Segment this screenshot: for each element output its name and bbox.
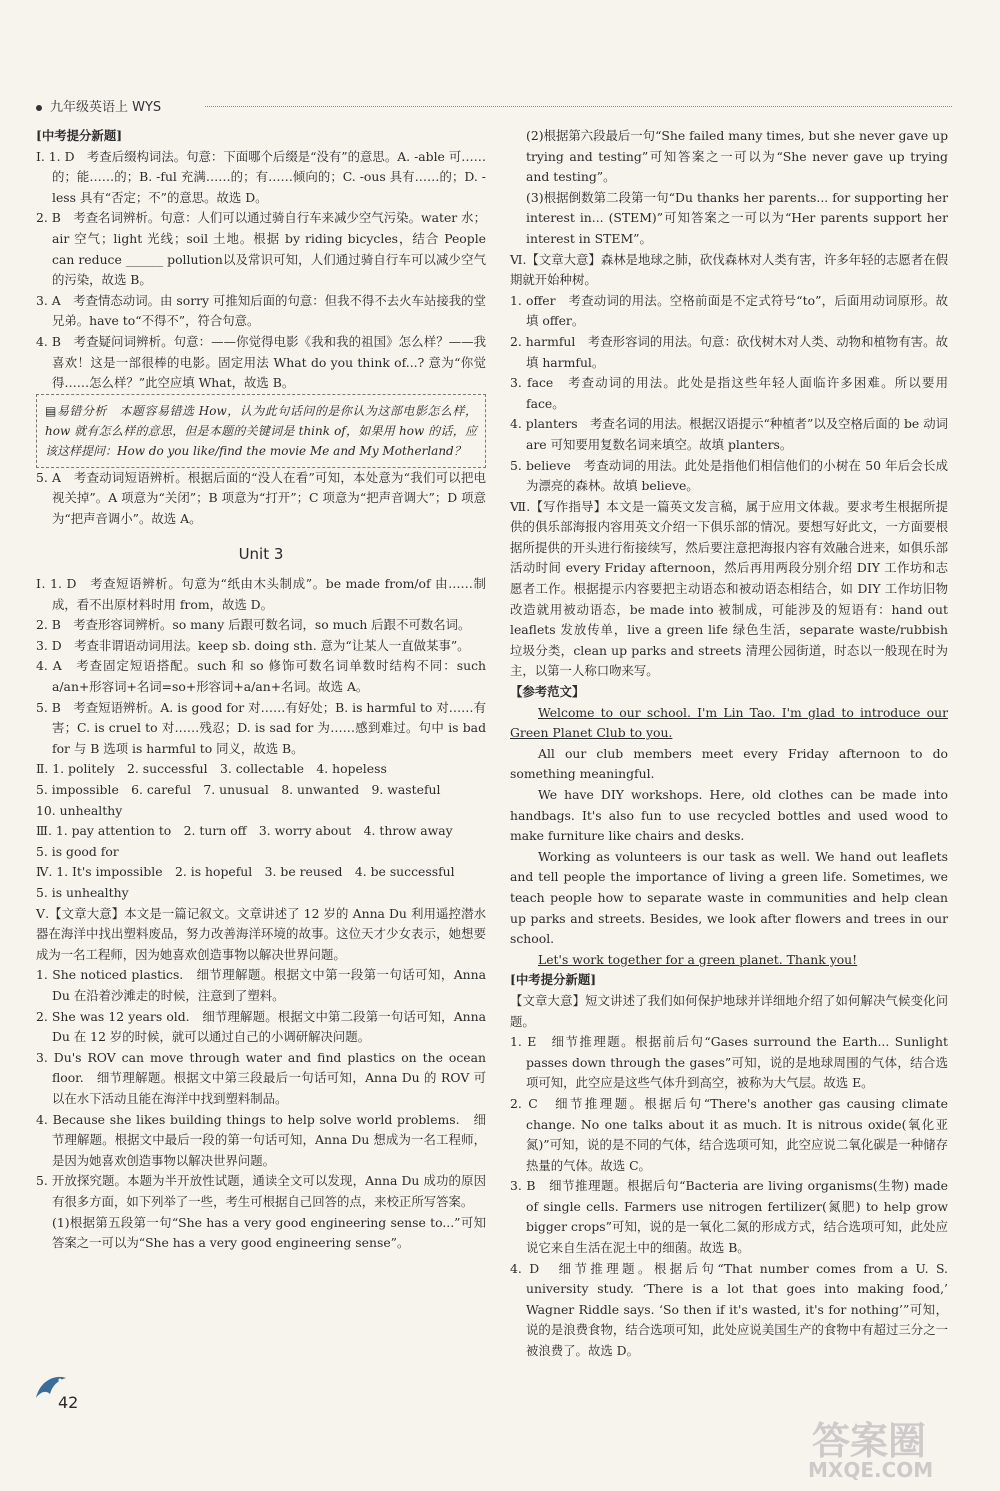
answer-paragraph: Ⅰ. 1. D 考查后缀构词法。句意：下面哪个后缀是“没有”的意思。A. -able 可……的；能……的；B. -ful 充满……的；有……倾向的；C. -ous 具有……的；D. -less 具有“否定；不”的意思。故选 D。 <box>36 148 486 205</box>
answer-paragraph: Let's work together for a green planet. Thank you! <box>538 951 858 967</box>
bullet-icon <box>36 105 42 111</box>
section-heading: [中考提分新题] <box>510 972 597 988</box>
answer-paragraph: 2. harmful 考查形容词的用法。句意：砍伐树木对人类、动物和植物有害。故填 harmful。 <box>510 333 948 370</box>
answer-paragraph: Ⅱ. 1. politely 2. successful 3. collectable 4. hopeless <box>36 761 387 777</box>
answer-paragraph: Ⅴ.【文章大意】本文是一篇记叙文。文章讲述了 12 岁的 Anna Du 利用遥控潜水器在海洋中找出塑料废品，努力改善海洋环境的故事。这位天才少女表示，她想要成为一名工程师，因为她喜欢创造事物以解决世界问题。 <box>36 905 486 962</box>
answer-paragraph: 4. Because she likes building things to help solve world problems. 细节理解题。根据文中最后一段的第一句话可知，Anna Du 想成为一名工程师，是因为她喜欢创造事物以解决世界问题。 <box>36 1111 486 1168</box>
answer-paragraph: 5. A 考查动词短语辨析。根据后面的“没人在看”可知，本处意为“我们可以把电视关掉”。A 项意为“关闭”；B 项意为“打开”；C 项意为“把声音调大”；D 项意为“把声音调小”。故选 A。 <box>36 469 486 526</box>
left-column <box>36 126 486 1254</box>
answer-paragraph: (1)根据第五段第一句“She has a very good engineering sense to...”可知答案之一可以为“She has a very good engineering sense”。 <box>52 1214 486 1251</box>
header-title <box>36 96 161 115</box>
answer-paragraph: 【文章大意】短文讲述了我们如何保护地球并详细地介绍了如何解决气候变化问题。 <box>510 992 948 1029</box>
answer-paragraph: 1. E 细节推理题。根据前后句“Gases surround the Earth... Sunlight passes down through the gases”可知，说的是地球周围的气体，结合选项可知，此空应是这些气体升到高空，被称为大气层。故选 E。 <box>510 1034 948 1091</box>
page-number: 42 <box>58 1393 79 1412</box>
watermark-logo: 答案圈 <box>812 1419 927 1463</box>
error-analysis-note: ▤易错分析 本题容易错选 How，认为此句话问的是你认为这部电影怎么样，how 就有怎么样的意思，但是本题的关键词是 think of，如果用 how 的话，应该这样提问：How do you like/find the movie Me and My Motherland？ <box>36 394 486 468</box>
answer-paragraph: 4. B 考查疑问词辨析。句意：——你觉得电影《我和我的祖国》怎么样？——我喜欢！这是一部很棒的电影。固定用法 What do you think of...? 意为“你觉得……怎么样？”此空应填 What，故选 B。 <box>36 333 486 391</box>
answer-paragraph: Ⅳ. 1. It's impossible 2. is hopeful 3. be reused 4. be successful <box>36 864 455 880</box>
section-heading: 【参考范文】 <box>510 684 585 700</box>
answer-paragraph: 3. Du's ROV can move through water and find plastics on the ocean floor. 细节理解题。根据文中第三段最后一句话可知，Anna Du 的 ROV 可以在水下活动且能在海洋中找到塑料制品。 <box>36 1049 486 1106</box>
answer-paragraph: 1. offer 考查动词的用法。空格前面是不定式符号“to”，后面用动词原形。故填 offer。 <box>510 292 948 329</box>
answer-paragraph: All our club members meet every Friday afternoon to do something meaningful. <box>510 745 948 782</box>
answer-paragraph: 3. face 考查动词的用法。此处是指这些年轻人面临许多困难。所以要用 face。 <box>510 375 948 411</box>
answer-paragraph: Working as volunteers is our task as well. We hand out leaflets and tell people the importance of living a green life. Sometimes, we teach people how to separate waste in communities and help clean up parks and streets. Besides, we look after flowers and trees in our school. <box>510 848 948 947</box>
answer-paragraph: We have DIY workshops. Here, old clothes can be made into handbags. It's also fun to use recycled bottles and used wood to make furniture like chairs and desks. <box>510 787 948 844</box>
answer-paragraph: Ⅶ.【写作指导】本文是一篇英文发言稿，属于应用文体裁。要求考生根据所提供的俱乐部海报内容用英文介绍一下俱乐部的情况。要想写好此文，一方面要根据所提供的开头进行衔接续写，然后要注意把海报内容有效融合进来，如俱乐部活动时间 every Friday afternoon，然后再用两段分别介绍 DIY 工作坊和志愿者工作。根据提示内容要把主动语态和被动语态相结合，如 DIY 工作坊旧物改造就用被动语态，be made into 被制成，可能涉及的短语有：hand out leaflets 发放传单，live a green life 绿色生活，separate waste/rubbish 垃圾分类，clean up parks and streets 清理公园街道，时态以一般现在时为主，以第一人称口吻来写。 <box>510 498 948 679</box>
watermark-url: MXQE.COM <box>808 1458 934 1482</box>
answer-paragraph: 2. B 考查名词辨析。句意：人们可以通过骑自行车来减少空气污染。water 水；air 空气；light 光线；soil 土地。根据 by riding bicycles，结合 People can reduce ______ pollution以及常识可知，人们通过骑自行车可以减少空气的污染，故选 B。 <box>36 210 486 288</box>
answer-paragraph: 3. A 考查情态动词。由 sorry 可推知后面的句意：但我不得不去火车站接我的堂兄弟。have to“不得不”，符合句意。 <box>36 292 486 329</box>
section-heading: [中考提分新题] <box>36 128 123 143</box>
answer-paragraph: 3. B 细节推理题。根据后句“Bacteria are living organisms(生物) made of single cells. Farmers use nitrogen fertilizer(氮肥) to help grow bigger crops”可知，说的是一氧化二氮的形成方式，结合选项可知，此处应说它来自生活在泥土中的细菌。故选 B。 <box>510 1178 948 1256</box>
answer-paragraph: 5. believe 考查动词的用法。此处是指他们相信他们的小树在 50 年后会长成为漂亮的森林。故填 believe。 <box>510 457 948 494</box>
answer-paragraph: Ⅵ.【文章大意】森林是地球之肺，砍伐森林对人类有害，许多年轻的志愿者在假期就开始种树。 <box>510 251 948 288</box>
answer-paragraph: 4. D 细节推理题。根据后句“That number comes from a U. S. university study. ‘There is a lot that goes into making food,’ Wagner Riddle says. ‘So then if it's wasted, it's for nothing’”可知，说的是浪费食物，结合选项可知，此处应说美国生产的食物中有超过三分之一被浪费了。故选 D。 <box>510 1260 948 1359</box>
answer-paragraph: 5. is unhealthy <box>36 885 129 900</box>
unit-title: Unit 3 <box>238 544 284 563</box>
answer-paragraph: 5. B 考查短语辨析。A. is good for 对……有好处；B. is harmful to 对……有害；C. is cruel to 对……残忍；D. is sad for 为……感到难过。句中 is bad for 与 B 选项 is harmful to 同义，故选 B。 <box>36 699 486 756</box>
answer-paragraph: 5. 开放探究题。本题为半开放性试题，通读全文可以发现，Anna Du 成功的原因有很多方面，如下列举了一些，考生可根据自己回答的点，来校正所写答案。 <box>36 1173 486 1209</box>
answer-paragraph: 1. She noticed plastics. 细节理解题。根据文中第一段第一句话可知，Anna Du 在沿着沙滩走的时候，注意到了塑料。 <box>36 967 486 1003</box>
answer-paragraph: 10. unhealthy <box>36 802 123 818</box>
header-divider <box>205 106 952 107</box>
answer-paragraph: 5. is good for <box>36 843 119 859</box>
answer-paragraph: 3. D 考查非谓语动词用法。keep sb. doing sth. 意为“让某人一直做某事”。 <box>36 637 470 653</box>
answer-paragraph: 4. planters 考查名词的用法。根据汉语提示“种植者”以及空格后面的 be 动词 are 可知要用复数名词来填空。故填 planters。 <box>510 416 948 452</box>
answer-paragraph: 2. C 细节推理题。根据后句“There's another gas causing climate change. No one talks about it as much. It is nitrous oxide(氧化亚氮)”可知，说的是不同的气体，结合选项可知，此空应说二氧化碳是一种储存热量的气体。故选 C。 <box>510 1095 948 1173</box>
right-column <box>510 126 948 1362</box>
answer-paragraph: 2. B 考查形容词辨析。so many 后跟可数名词，so much 后跟不可数名词。 <box>36 617 471 633</box>
answer-paragraph: (3)根据倒数第二段第一句“Du thanks her parents... for supporting her interest in... (STEM)”可知答案之一可以为“Her parents support her interest in STEM”。 <box>526 189 948 246</box>
answer-paragraph: 2. She was 12 years old. 细节理解题。根据文中第二段第一句话可知，Anna Du 在 12 岁的时候，就可以通过自己的小调研解决问题。 <box>36 1008 486 1045</box>
header-text: 九年级英语上 WYS <box>50 100 162 115</box>
answer-paragraph: 5. impossible 6. careful 7. unusual 8. unwanted 9. wasteful <box>36 782 441 798</box>
answer-paragraph: Ⅲ. 1. pay attention to 2. turn off 3. worry about 4. throw away <box>36 823 453 839</box>
answer-paragraph: Welcome to our school. I'm Lin Tao. I'm glad to introduce our Green Planet Club to you. <box>510 704 948 741</box>
answer-paragraph: Ⅰ. 1. D 考查短语辨析。句意为“纸由木头制成”。be made from/of 由……制成，看不出原材料时用 from，故选 D。 <box>36 576 486 612</box>
answer-paragraph: (2)根据第六段最后一句“She failed many times, but she never gave up trying and testing”可知答案之一可以为“She never gave up trying and testing”。 <box>526 128 949 185</box>
answer-paragraph: 4. A 考查固定短语搭配。such 和 so 修饰可数名词单数时结构不同：such a/an+形容词+名词=so+形容词+a/an+名词。故选 A。 <box>36 658 486 695</box>
